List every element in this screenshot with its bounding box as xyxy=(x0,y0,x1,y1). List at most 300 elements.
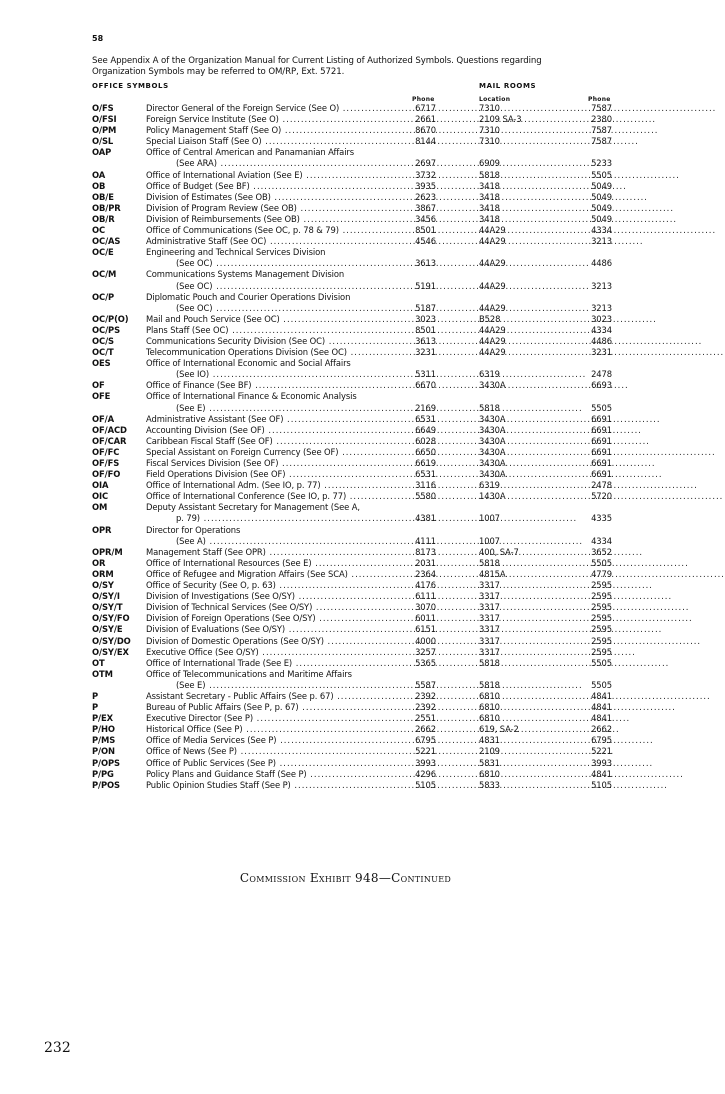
office-description xyxy=(146,636,411,647)
office-description xyxy=(146,314,411,325)
office-phone: 2551 xyxy=(415,713,436,724)
mail-room-location: 3418 xyxy=(479,191,500,202)
mail-room-phone: 4334 xyxy=(591,225,612,236)
office-description xyxy=(146,391,411,413)
mail-room-phone: 2595 xyxy=(591,613,612,624)
office-description xyxy=(146,103,411,114)
office-description xyxy=(146,147,411,169)
mail-room-location: 3317 xyxy=(479,580,500,591)
table-row xyxy=(0,780,691,791)
office-description xyxy=(146,668,411,690)
office-phone: 6670 xyxy=(415,380,436,391)
table-row xyxy=(0,547,691,558)
office-symbol: OC/T xyxy=(92,347,114,358)
office-symbol: OC/AS xyxy=(92,236,121,247)
office-symbol: OF/FS xyxy=(92,458,120,468)
mail-room-phone: 3231 xyxy=(591,347,612,358)
mail-room-phone: 2478 xyxy=(591,369,612,380)
mail-room-location: 3317 xyxy=(479,624,500,635)
office-description xyxy=(146,247,411,269)
office-symbol: OC xyxy=(92,225,106,236)
phone-column-header: Phone xyxy=(412,96,435,103)
office-phone: 6111 xyxy=(415,591,436,602)
office-symbol: O/SL xyxy=(92,136,114,147)
office-symbol: OF/A xyxy=(92,413,114,424)
table-row xyxy=(0,713,691,724)
description-continuation: (See E) ..... xyxy=(176,680,411,691)
mail-room-phone: 4334 xyxy=(591,535,612,546)
table-row xyxy=(0,480,691,491)
description-text: Special Liaison Staff (See O) ..... xyxy=(146,136,639,146)
mail-room-phone: 5049 xyxy=(591,202,612,213)
table-row xyxy=(0,558,691,569)
mail-room-phone: 3652 xyxy=(591,546,612,557)
office-description xyxy=(146,658,411,669)
office-phone: 4000 xyxy=(415,635,436,646)
office-symbol: O/PM xyxy=(92,125,117,136)
mail-room-location: 44A29 xyxy=(479,347,506,358)
office-phone: 8501 xyxy=(415,324,436,335)
office-phone: 6151 xyxy=(415,624,436,635)
office-description xyxy=(146,414,411,425)
table-row xyxy=(0,380,691,391)
office-phone: 4176 xyxy=(415,580,436,591)
mail-room-phone: 4779 xyxy=(591,568,612,579)
office-symbol: P xyxy=(92,702,99,713)
office-description xyxy=(146,236,411,247)
mail-room-phone: 3213 xyxy=(591,280,612,291)
table-row xyxy=(0,591,691,602)
table-row xyxy=(0,214,691,225)
description-text: Office of International Resources (See E) ..... xyxy=(146,558,689,568)
intro-text xyxy=(92,56,612,78)
office-phone: 3993 xyxy=(415,757,436,768)
description-text: Division of Program Review (See OB) ..... xyxy=(146,203,674,213)
office-symbol: OC/P(O) xyxy=(92,313,129,324)
description-text: Public Opinion Studies Staff (See P) ..... xyxy=(146,780,668,790)
office-symbol: OM xyxy=(92,502,108,513)
mail-room-location: 5833 xyxy=(479,779,500,790)
office-description xyxy=(146,114,411,125)
mail-room-phone: 4841 xyxy=(591,702,612,713)
office-phone: 3116 xyxy=(415,480,436,491)
description-text: Accounting Division (See OF) ..... xyxy=(146,425,642,435)
description-text: Diplomatic Pouch and Courier Operations Division xyxy=(146,291,351,302)
table-row xyxy=(0,746,691,757)
mail-room-location: 3317 xyxy=(479,602,500,613)
table-row xyxy=(0,658,691,669)
description-text: Communications Security Division (See OC) ..... xyxy=(146,336,702,346)
description-continuation: p. 79) ..... xyxy=(176,513,411,524)
office-phone: 3456 xyxy=(415,213,436,224)
mail-room-phone: 6691 xyxy=(591,469,612,480)
office-phone: 3257 xyxy=(415,646,436,657)
mail-room-location: 2109 xyxy=(479,746,500,757)
page-number-top: 58 xyxy=(92,34,104,43)
mail-room-location: 6909 xyxy=(479,158,500,169)
office-phone: 6650 xyxy=(415,446,436,457)
office-symbol: OPR/M xyxy=(92,546,123,557)
office-symbol: OF/ACD xyxy=(92,424,127,435)
office-symbols-table xyxy=(0,103,691,791)
office-symbol: OF/CAR xyxy=(92,435,127,446)
mail-room-location: 44A29 xyxy=(479,280,506,291)
description-text: Office of Budget (See BF) ..... xyxy=(146,181,627,191)
mail-room-phone: 4841 xyxy=(591,690,612,701)
mail-room-phone: 3213 xyxy=(591,302,612,313)
office-phone: 5365 xyxy=(415,657,436,668)
table-row xyxy=(0,769,691,780)
office-symbol: P/ON xyxy=(92,746,115,757)
table-row xyxy=(0,469,691,480)
description-text: Office of Security (See O, p. 63) ..... xyxy=(146,580,653,590)
mail-room-location: 1007 xyxy=(479,513,500,524)
office-phone: 5580 xyxy=(415,491,436,502)
table-row xyxy=(0,269,691,291)
office-phone: 8670 xyxy=(415,125,436,136)
mail-room-location: 6810 xyxy=(479,690,500,701)
office-description xyxy=(146,447,411,458)
office-symbol: OIA xyxy=(92,480,109,491)
mail-room-phone: 2662 xyxy=(591,724,612,735)
office-phone: 5221 xyxy=(415,746,436,757)
table-row xyxy=(0,347,691,358)
office-description xyxy=(146,591,411,602)
mail-room-phone: 5233 xyxy=(591,158,612,169)
office-symbol: OT xyxy=(92,657,105,668)
office-description xyxy=(146,136,411,147)
office-symbol: O/SY/I xyxy=(92,591,120,602)
office-symbol: P/POS xyxy=(92,779,120,790)
mail-room-location: 3317 xyxy=(479,646,500,657)
office-symbol: OTM xyxy=(92,668,113,679)
office-phone: 6717 xyxy=(415,103,436,113)
mail-room-location: 44A29 xyxy=(479,258,506,269)
office-description xyxy=(146,380,411,391)
table-row xyxy=(0,314,691,325)
intro-line-2: Organization Symbols may be referred to OM/RP, Ext. 5721. xyxy=(92,67,345,77)
table-row xyxy=(0,203,691,214)
description-text: Foreign Service Institute (See O) ..... xyxy=(146,114,656,124)
office-description xyxy=(146,125,411,136)
office-phone: 3613 xyxy=(415,258,436,269)
office-description xyxy=(146,203,411,214)
mail-room-location: 400, SA-7 xyxy=(479,546,519,557)
office-phone: 2697 xyxy=(415,158,436,169)
mail-room-phone: 6795 xyxy=(591,735,612,746)
office-phone: 6619 xyxy=(415,458,436,468)
table-row xyxy=(0,735,691,746)
table-row xyxy=(0,414,691,425)
office-symbol: OB/PR xyxy=(92,202,121,213)
office-description xyxy=(146,225,411,236)
description-text: Office of Refugee and Migration Affairs (See SCA) ..... xyxy=(146,569,725,579)
mail-room-phone: 2478 xyxy=(591,480,612,491)
office-phone: 2031 xyxy=(415,557,436,568)
office-phone: 5105 xyxy=(415,779,436,790)
mail-room-phone: 3993 xyxy=(591,757,612,768)
office-phone: 2392 xyxy=(415,702,436,713)
office-phone: 3935 xyxy=(415,180,436,191)
office-phone: 6011 xyxy=(415,613,436,624)
mail-room-phone: 4335 xyxy=(591,513,612,524)
mail-room-phone: 5221 xyxy=(591,746,612,757)
office-symbol: OFE xyxy=(92,391,111,402)
office-symbol: OPR xyxy=(92,524,112,535)
office-symbol: O/SY/EX xyxy=(92,646,129,657)
table-row xyxy=(0,225,691,236)
table-row xyxy=(0,447,691,458)
office-description xyxy=(146,192,411,203)
office-symbol: ORM xyxy=(92,568,114,579)
mail-room-location: 6810 xyxy=(479,713,500,724)
office-phone: 2392 xyxy=(415,690,436,701)
description-text: Administrative Staff (See OC) ..... xyxy=(146,236,644,246)
mail-room-location: 44A29 xyxy=(479,225,506,236)
mail-rooms-heading: MAIL ROOMS xyxy=(479,82,537,90)
mail-room-location: 3430A xyxy=(479,446,506,457)
mail-room-location: 5818 xyxy=(479,169,500,180)
mail-room-phone: 4486 xyxy=(591,335,612,346)
mail-room-location: 3430A xyxy=(479,458,506,468)
mail-room-phone: 4841 xyxy=(591,768,612,779)
office-description xyxy=(146,724,411,735)
office-symbol: OC/PS xyxy=(92,324,120,335)
mail-room-location: 3418 xyxy=(479,213,500,224)
description-text: Historical Office (See P) ..... xyxy=(146,724,620,734)
office-phone: 4296 xyxy=(415,768,436,779)
description-text: Management Staff (See OPR) ..... xyxy=(146,547,643,557)
office-phone: 3867 xyxy=(415,202,436,213)
office-description xyxy=(146,602,411,613)
mail-room-location: 3317 xyxy=(479,635,500,646)
table-row xyxy=(0,491,691,502)
description-text: Administrative Assistant (See OF) ..... xyxy=(146,414,661,424)
office-description xyxy=(146,769,411,780)
table-row xyxy=(0,636,691,647)
mail-room-phone: 5720 xyxy=(591,491,612,502)
description-text: Office of International Economic and Social Affairs xyxy=(146,358,351,369)
office-symbol: OC/E xyxy=(92,247,114,258)
mail-room-phone: 4841 xyxy=(591,713,612,724)
description-text: Office of Finance (See BF) ..... xyxy=(146,380,629,390)
office-phone: 2169 xyxy=(415,402,436,413)
office-symbol: OC/M xyxy=(92,269,117,280)
office-phone: 3613 xyxy=(415,335,436,346)
office-phone: 4546 xyxy=(415,236,436,247)
office-symbol: P/MS xyxy=(92,735,116,746)
office-description xyxy=(146,580,411,591)
description-text: Office of Telecommunications and Maritime Affairs xyxy=(146,668,352,679)
mail-room-location: 1007 xyxy=(479,535,500,546)
office-description xyxy=(146,691,411,702)
office-phone: 3070 xyxy=(415,602,436,613)
office-symbol: P/EX xyxy=(92,713,113,724)
mail-room-phone: 6691 xyxy=(591,413,612,424)
office-description xyxy=(146,624,411,635)
mail-room-phone: 5505 xyxy=(591,402,612,413)
mail-room-location: 7310 xyxy=(479,125,500,136)
mail-room-phone: 5049 xyxy=(591,191,612,202)
table-row xyxy=(0,724,691,735)
description-text: Special Assistant on Foreign Currency (See OF) ..... xyxy=(146,447,716,457)
office-symbol: OF/FC xyxy=(92,446,120,457)
description-text: Engineering and Technical Services Division xyxy=(146,247,326,258)
office-phone: 6531 xyxy=(415,469,436,480)
mail-room-location: 3430A xyxy=(479,424,506,435)
description-text: Executive Director (See P) ..... xyxy=(146,713,630,723)
office-phone: 5187 xyxy=(415,302,436,313)
table-row xyxy=(0,580,691,591)
table-row xyxy=(0,236,691,247)
office-description xyxy=(146,425,411,436)
office-phone: 3231 xyxy=(415,347,436,358)
mail-room-phone: 2595 xyxy=(591,624,612,635)
mail-room-location: 44A29 xyxy=(479,335,506,346)
mail-room-location: 6810 xyxy=(479,768,500,779)
table-row xyxy=(0,624,691,635)
intro-line-1: See Appendix A of the Organization Manual for Current Listing of Authorized Symbols. Questions regarding xyxy=(92,56,542,66)
mail-room-phone: 4486 xyxy=(591,258,612,269)
mail-room-phone: 2595 xyxy=(591,646,612,657)
description-text: Fiscal Services Division (See OF) ..... xyxy=(146,458,656,468)
office-description xyxy=(146,647,411,658)
office-phone: 5311 xyxy=(415,369,436,380)
office-phone: 8144 xyxy=(415,136,436,147)
description-text: Executive Office (See O/SY) ..... xyxy=(146,647,636,657)
mail-room-phone: 3213 xyxy=(591,236,612,247)
table-row xyxy=(0,525,691,547)
mail-room-phone: 2595 xyxy=(591,602,612,613)
office-phone: 6649 xyxy=(415,424,436,435)
description-text: Division of Evaluations (See O/SY) ..... xyxy=(146,624,662,634)
description-text: Director General of the Foreign Service (See O) ..... xyxy=(146,103,716,113)
exhibit-caption: Commission Exhibit 948—Continued xyxy=(239,871,452,885)
mail-room-phone: 2595 xyxy=(591,580,612,591)
table-row xyxy=(0,114,691,125)
description-text: Mail and Pouch Service (See OC) ..... xyxy=(146,314,657,324)
description-text: Telecommunication Operations Division (See OC) ..... xyxy=(146,347,724,357)
table-row xyxy=(0,425,691,436)
description-text: Office of Public Services (See P) ..... xyxy=(146,758,653,768)
description-text: Division of Investigations (See O/SY) ..... xyxy=(146,591,672,601)
mail-room-location: 3418 xyxy=(479,180,500,191)
mail-room-location: 6319 xyxy=(479,369,500,380)
description-text: Office of International Adm. (See IO, p. 77) ..... xyxy=(146,480,698,490)
office-symbol: P/OPS xyxy=(92,757,120,768)
mail-room-location: 6319 xyxy=(479,480,500,491)
office-description xyxy=(146,291,411,313)
table-row xyxy=(0,147,691,169)
table-row xyxy=(0,669,691,691)
office-description xyxy=(146,780,411,791)
office-phone: 5191 xyxy=(415,280,436,291)
mail-room-phone: 5505 xyxy=(591,679,612,690)
office-symbol: OC/P xyxy=(92,291,115,302)
mail-room-phone: 2380 xyxy=(591,114,612,125)
table-row xyxy=(0,358,691,380)
office-symbols-heading: OFFICE SYMBOLS xyxy=(92,82,169,90)
office-phone: 6531 xyxy=(415,413,436,424)
table-row xyxy=(0,602,691,613)
description-continuation: (See A) ..... xyxy=(176,536,411,547)
mail-room-phone: 5505 xyxy=(591,657,612,668)
office-symbol: P/HO xyxy=(92,724,115,735)
office-description xyxy=(146,347,411,358)
office-symbol: OES xyxy=(92,358,111,369)
description-text: Office of International Finance & Economic Analysis xyxy=(146,391,357,402)
table-row xyxy=(0,170,691,181)
mail-room-phone: 7587 xyxy=(591,136,612,147)
mail-room-location: 7310 xyxy=(479,103,500,113)
mail-room-location: 3430A xyxy=(479,380,506,391)
office-description xyxy=(146,613,411,624)
mail-room-phone: 6691 xyxy=(591,458,612,468)
office-description xyxy=(146,480,411,491)
mail-room-location: 5818 xyxy=(479,679,500,690)
mail-room-phone: 5049 xyxy=(591,213,612,224)
office-description xyxy=(146,491,411,502)
office-symbol: P/PG xyxy=(92,768,114,779)
mail-room-location: 1430A xyxy=(479,491,506,502)
mail-room-location: 3430A xyxy=(479,469,506,480)
description-text: Office of International Conference (See IO, p. 77) ..... xyxy=(146,491,723,501)
description-text: Plans Staff (See OC) ..... xyxy=(146,325,606,335)
mail-room-phone: 7587 xyxy=(591,125,612,136)
description-text: Field Operations Division (See OF) ..... xyxy=(146,469,663,479)
office-description xyxy=(146,269,411,291)
office-description xyxy=(146,214,411,225)
mail-room-location: 3430A xyxy=(479,435,506,446)
table-row xyxy=(0,758,691,769)
office-symbol: O/FSI xyxy=(92,114,117,125)
mail-room-location: 4831 xyxy=(479,735,500,746)
table-row xyxy=(0,125,691,136)
mail-room-phone: 7587 xyxy=(591,103,612,113)
office-phone: 8501 xyxy=(415,225,436,236)
office-description xyxy=(146,436,411,447)
office-phone: 6028 xyxy=(415,435,436,446)
office-phone: 2661 xyxy=(415,114,436,125)
description-continuation: (See OC) ..... xyxy=(176,281,411,292)
description-continuation: (See IO) ..... xyxy=(176,369,411,380)
table-row xyxy=(0,391,691,413)
office-symbol: OAP xyxy=(92,147,112,158)
mail-room-phone: 5049 xyxy=(591,180,612,191)
description-text: Office of Communications (See OC, p. 78 & 79) ..... xyxy=(146,225,716,235)
office-symbol: OF xyxy=(92,380,105,391)
mail-room-phone: 2595 xyxy=(591,635,612,646)
office-description xyxy=(146,713,411,724)
mail-room-location: 3317 xyxy=(479,591,500,602)
description-text: Division of Estimates (See OB) ..... xyxy=(146,192,648,202)
office-symbol: O/SY/E xyxy=(92,624,123,635)
table-row xyxy=(0,247,691,269)
office-symbol: OR xyxy=(92,557,106,568)
mail-room-location: 5818 xyxy=(479,657,500,668)
table-row xyxy=(0,325,691,336)
office-symbol: OB xyxy=(92,180,106,191)
office-symbol: O/FS xyxy=(92,103,114,113)
office-symbol: O/SY/FO xyxy=(92,613,130,624)
mail-room-location: 5831 xyxy=(479,757,500,768)
description-text: Office of Media Services (See P) ..... xyxy=(146,735,654,745)
office-phone: 2364 xyxy=(415,568,436,579)
office-phone: 4381 xyxy=(415,513,436,524)
office-phone: 6795 xyxy=(415,735,436,746)
mail-room-location: 5818 xyxy=(479,557,500,568)
description-text: Division of Reimbursements (See OB) ..... xyxy=(146,214,677,224)
